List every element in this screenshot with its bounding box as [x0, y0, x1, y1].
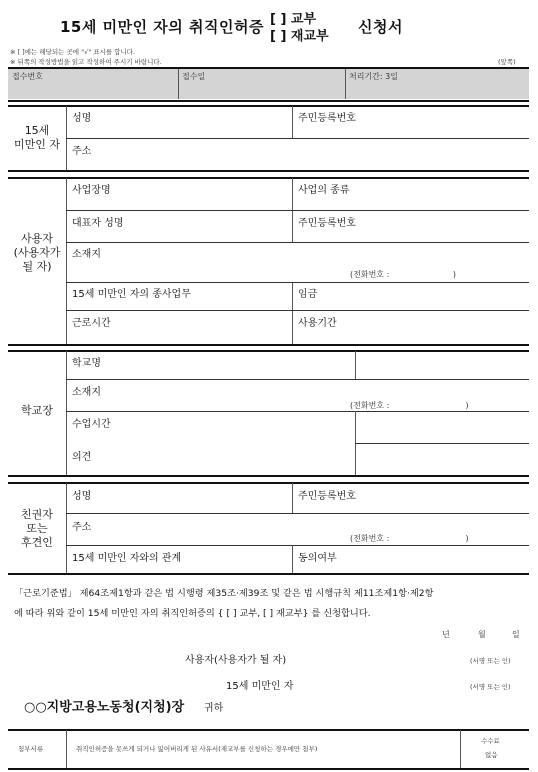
attachments-content: 취직인허증을 못쓰게 되거나 잃어버리게 된 사유서(재교부를 신청하는 경우에만 첨부): [76, 745, 318, 753]
duty-field[interactable]: 15세 미만인 자의 종사업무: [72, 289, 191, 300]
minor-address-field[interactable]: 주소: [72, 146, 92, 157]
employer-location-field[interactable]: 소재지: [72, 249, 101, 260]
receipt-date-label: 접수일: [182, 72, 206, 81]
relation-field[interactable]: 15세 미만인 자와의 관계: [72, 553, 182, 564]
attachments-label: 첨부서류: [18, 745, 44, 753]
guardian-phone-field[interactable]: (전화번호 : ): [350, 534, 469, 543]
employer-signature[interactable]: (서명 또는 인): [470, 657, 511, 665]
minor-name-field[interactable]: 성명: [72, 113, 92, 124]
date-day[interactable]: 일: [512, 630, 520, 639]
guardian-rrn-field[interactable]: 주민등록번호: [298, 491, 356, 502]
issue-option[interactable]: [ ] 교부: [270, 12, 317, 27]
addressee-office: ○○지방고용노동청(지청)장: [24, 700, 185, 715]
receipt-number-label: 접수번호: [12, 72, 43, 81]
rep-rrn-field[interactable]: 주민등록번호: [298, 218, 356, 229]
minor-signer: 15세 미만인 자: [226, 681, 294, 692]
date-month[interactable]: 월: [478, 630, 486, 639]
school-name-field[interactable]: 학교명: [72, 358, 101, 369]
guardian-section-label: 친권자 또는 후견인: [21, 508, 53, 549]
consent-field[interactable]: 동의여부: [298, 553, 337, 564]
note-checkbox: ※ [ ]에는 해당되는 곳에 "√" 표시를 합니다.: [10, 48, 136, 56]
school-section-label: 학교장: [21, 404, 53, 417]
class-hours-field[interactable]: 수업시간: [72, 419, 111, 430]
addressee-honorific: 귀하: [204, 703, 224, 714]
guardian-address-field[interactable]: 주소: [72, 522, 92, 533]
fee-value: 없음: [485, 751, 498, 759]
minor-section-label: 15세 미만인 자: [13, 124, 60, 151]
form-title: 15세 미만인 자의 취직인허증: [60, 18, 264, 36]
rep-name-field[interactable]: 대표자 성명: [72, 218, 124, 229]
receipt-row: [8, 69, 529, 99]
wage-field[interactable]: 임금: [298, 289, 318, 300]
employment-period-field[interactable]: 사용기간: [298, 318, 337, 329]
statement-line-2: 에 따라 위와 같이 15세 미만인 자의 취직인허증의 { [ ] 교부, [ ] 재교부} 를 신청합니다.: [14, 608, 371, 619]
fee-label: 수수료: [481, 737, 500, 745]
form-title-suffix: 신청서: [358, 18, 403, 36]
school-location-field[interactable]: 소재지: [72, 387, 101, 398]
business-type-field[interactable]: 사업의 종류: [298, 185, 350, 196]
employer-signer: 사용자(사용자가 될 자): [185, 655, 287, 666]
statement-line-1: 「근로기준법」 제64조제1항과 같은 법 시행령 제35조·제39조 및 같은 법 시행규칙 제11조제1항·제2항: [14, 588, 434, 599]
reissue-option[interactable]: [ ] 재교부: [270, 29, 329, 44]
note-instructions: ※ 뒤쪽의 작성방법을 읽고 작성하여 주시기 바랍니다.: [10, 58, 162, 66]
date-year[interactable]: 년: [442, 630, 450, 639]
employer-section-label: 사용자 (사용자가 될 자): [13, 232, 61, 273]
guardian-name-field[interactable]: 성명: [72, 491, 92, 502]
minor-rrn-field[interactable]: 주민등록번호: [298, 113, 356, 124]
processing-period: 처리기간: 3일: [349, 72, 398, 81]
work-hours-field[interactable]: 근로시간: [72, 318, 111, 329]
school-phone-field[interactable]: (전화번호 : ): [350, 401, 469, 410]
business-name-field[interactable]: 사업장명: [72, 185, 111, 196]
school-opinion-field[interactable]: 의견: [72, 452, 92, 463]
page-side: (앞쪽): [498, 58, 516, 66]
minor-signature[interactable]: (서명 또는 인): [470, 683, 511, 691]
employer-phone-field[interactable]: (전화번호 : ): [350, 270, 456, 279]
